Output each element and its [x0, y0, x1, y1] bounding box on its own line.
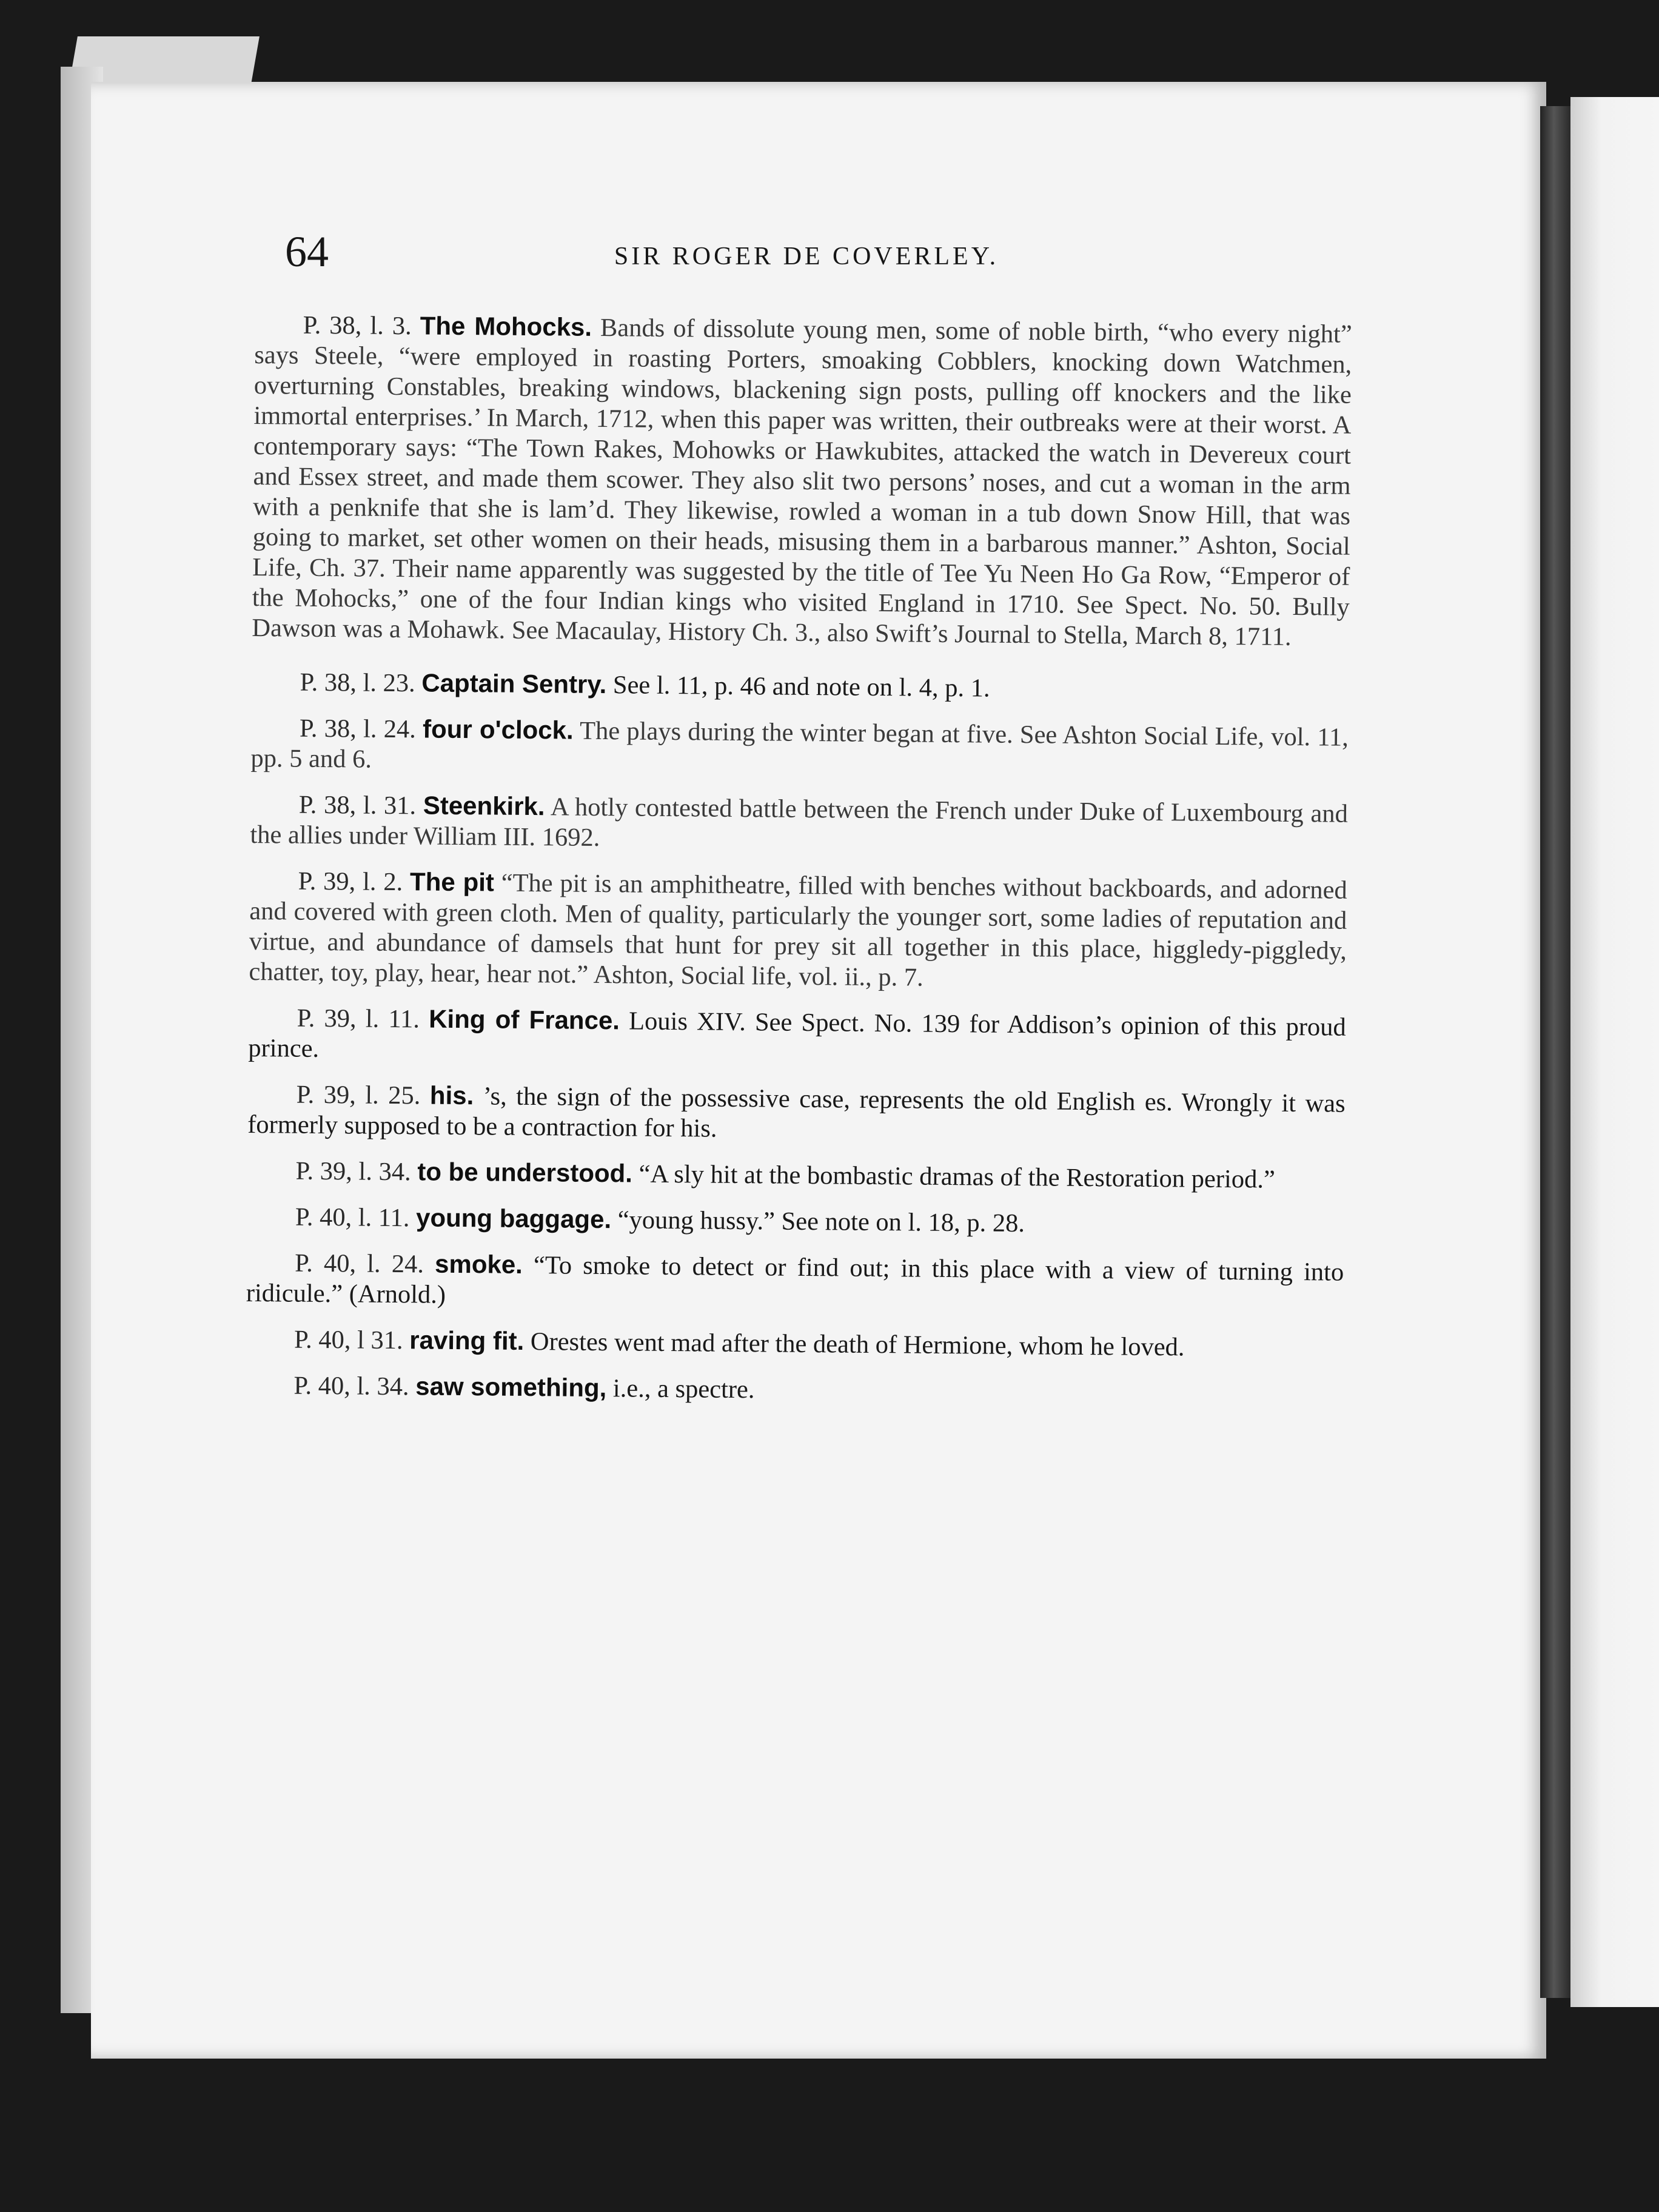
note-reference: P. 40, l 31. — [293, 1325, 403, 1355]
note-lemma: young baggage. — [415, 1203, 612, 1234]
note-reference: P. 38, l. 23. — [300, 668, 415, 698]
note-text: Bands of dissolute young men, some of noble birth, “who every night” says Steele, “were employed in roasting Porters, smoaking Cobblers, knocking down Watchmen, overturning Constables, breaking windows, blackening sign posts, pulling off knockers and the like immortal enterprises.’ In March, 1712, when this paper was written, their outbreaks were at their worst. A contemporary says: “The Town Rakes, Mohowks or Hawkubites, attacked the watch in Devereux court and Essex street, and made them scower. They also slit two persons’ noses, and cut a woman in the arm with a penknife that she is lam’d. They likewise, rowled a woman in a tub down Snow Hill, that was going to market, set other women on their heads, misusing them in a barbarous manner.” Ashton, Social Life, Ch. 37. Their name apparently was suggested by the title of Tee Yu Neen Ho Ga Row, “Emperor of the Mohocks,” one of the four Indian kings who visited England in 1710. See Spect. No. 50. Bully Dawson was a Mohawk. See Macaulay, History Ch. 3., also Swift’s Journal to Stella, March 8, 1711. — [252, 313, 1352, 651]
notes-body — [245, 309, 1352, 1426]
note-the-pit — [249, 865, 1347, 997]
note-lemma: his. — [429, 1081, 474, 1110]
note-raving-fit — [246, 1324, 1343, 1364]
note-text: The plays during the winter began at five. See Ashton Social Life, vol. 11, pp. 5 and 6. — [250, 716, 1349, 774]
note-text: “The pit is an amphitheatre, filled with benches without backboards, and adorned and covered with green cloth. Men of quality, particularly the younger sort, some ladies of reputation and virtue, and abundance of damsels that hunt for prey sit all together in this place, higgledy-piggledy, chatter, toy, play, hear, hear not.” Ashton, Social life, vol. ii., p. 7. — [249, 868, 1347, 992]
note-text: Orestes went mad after the death of Hermione, whom he loved. — [530, 1327, 1185, 1362]
note-lemma: four o'clock. — [422, 714, 574, 745]
page-number: 64 — [285, 227, 329, 276]
note-four-oclock — [250, 712, 1349, 783]
note-text: i.e., a spectre. — [612, 1374, 755, 1404]
note-lemma: Steenkirk. — [423, 791, 545, 821]
note-text: “To smoke to detect or find out; in this place with a view of turning into ridicule.” (Arnold.) — [246, 1251, 1344, 1309]
note-text: A hotly contested battle between the French under Duke of Luxembourg and the allies under William III. 1692. — [250, 793, 1349, 853]
note-reference: P. 40, l. 24. — [295, 1248, 424, 1279]
note-lemma: to be understood. — [417, 1157, 633, 1188]
note-mohocks — [252, 309, 1352, 653]
note-text: ’s, the sign of the possessive case, represents the old English es. Wrongly it was formerly supposed to be a contraction for his. — [247, 1082, 1346, 1143]
note-lemma: The pit — [409, 867, 495, 897]
note-text: Louis XIV. See Spect. No. 139 for Addison’s opinion of this proud prince. — [248, 1007, 1346, 1063]
note-reference: P. 39, l. 2. — [298, 866, 403, 897]
note-text: “A sly hit at the bombastic dramas of the Restoration period.” — [638, 1159, 1276, 1194]
note-steenkirk — [250, 789, 1348, 860]
note-text: “young hussy.” See note on l. 18, p. 28. — [617, 1205, 1025, 1238]
note-lemma: smoke. — [434, 1249, 523, 1279]
note-reference: P. 38, l. 3. — [303, 310, 412, 341]
note-smoke — [246, 1247, 1344, 1318]
note-his — [247, 1079, 1346, 1150]
note-lemma: saw something, — [415, 1372, 607, 1403]
note-to-be-understood — [247, 1155, 1344, 1196]
note-captain-sentry — [251, 666, 1349, 707]
note-lemma: raving fit. — [409, 1326, 525, 1355]
note-lemma: King of France. — [428, 1004, 620, 1035]
note-text: See l. 11, p. 46 and note on l. 4, p. 1. — [612, 671, 990, 703]
note-lemma: The Mohocks. — [420, 311, 592, 341]
note-reference: P. 38, l. 31. — [298, 790, 417, 820]
facing-page-edge — [1570, 97, 1659, 2007]
note-saw-something — [245, 1370, 1342, 1410]
page-header — [285, 224, 1328, 291]
note-king-of-france — [248, 1002, 1346, 1073]
note-reference: P. 38, l. 24. — [299, 714, 417, 744]
note-reference: P. 40, l. 11. — [295, 1202, 410, 1233]
note-reference: P. 40, l. 34. — [293, 1371, 409, 1401]
note-reference: P. 39, l. 34. — [295, 1156, 411, 1187]
running-head: SIR ROGER DE COVERLEY. — [614, 243, 999, 270]
note-reference: P. 39, l. 11. — [297, 1004, 420, 1034]
note-reference: P. 39, l. 25. — [296, 1080, 421, 1110]
note-young-baggage — [247, 1201, 1344, 1242]
book-spine-shadow — [1540, 106, 1570, 1998]
note-lemma: Captain Sentry. — [421, 668, 607, 699]
